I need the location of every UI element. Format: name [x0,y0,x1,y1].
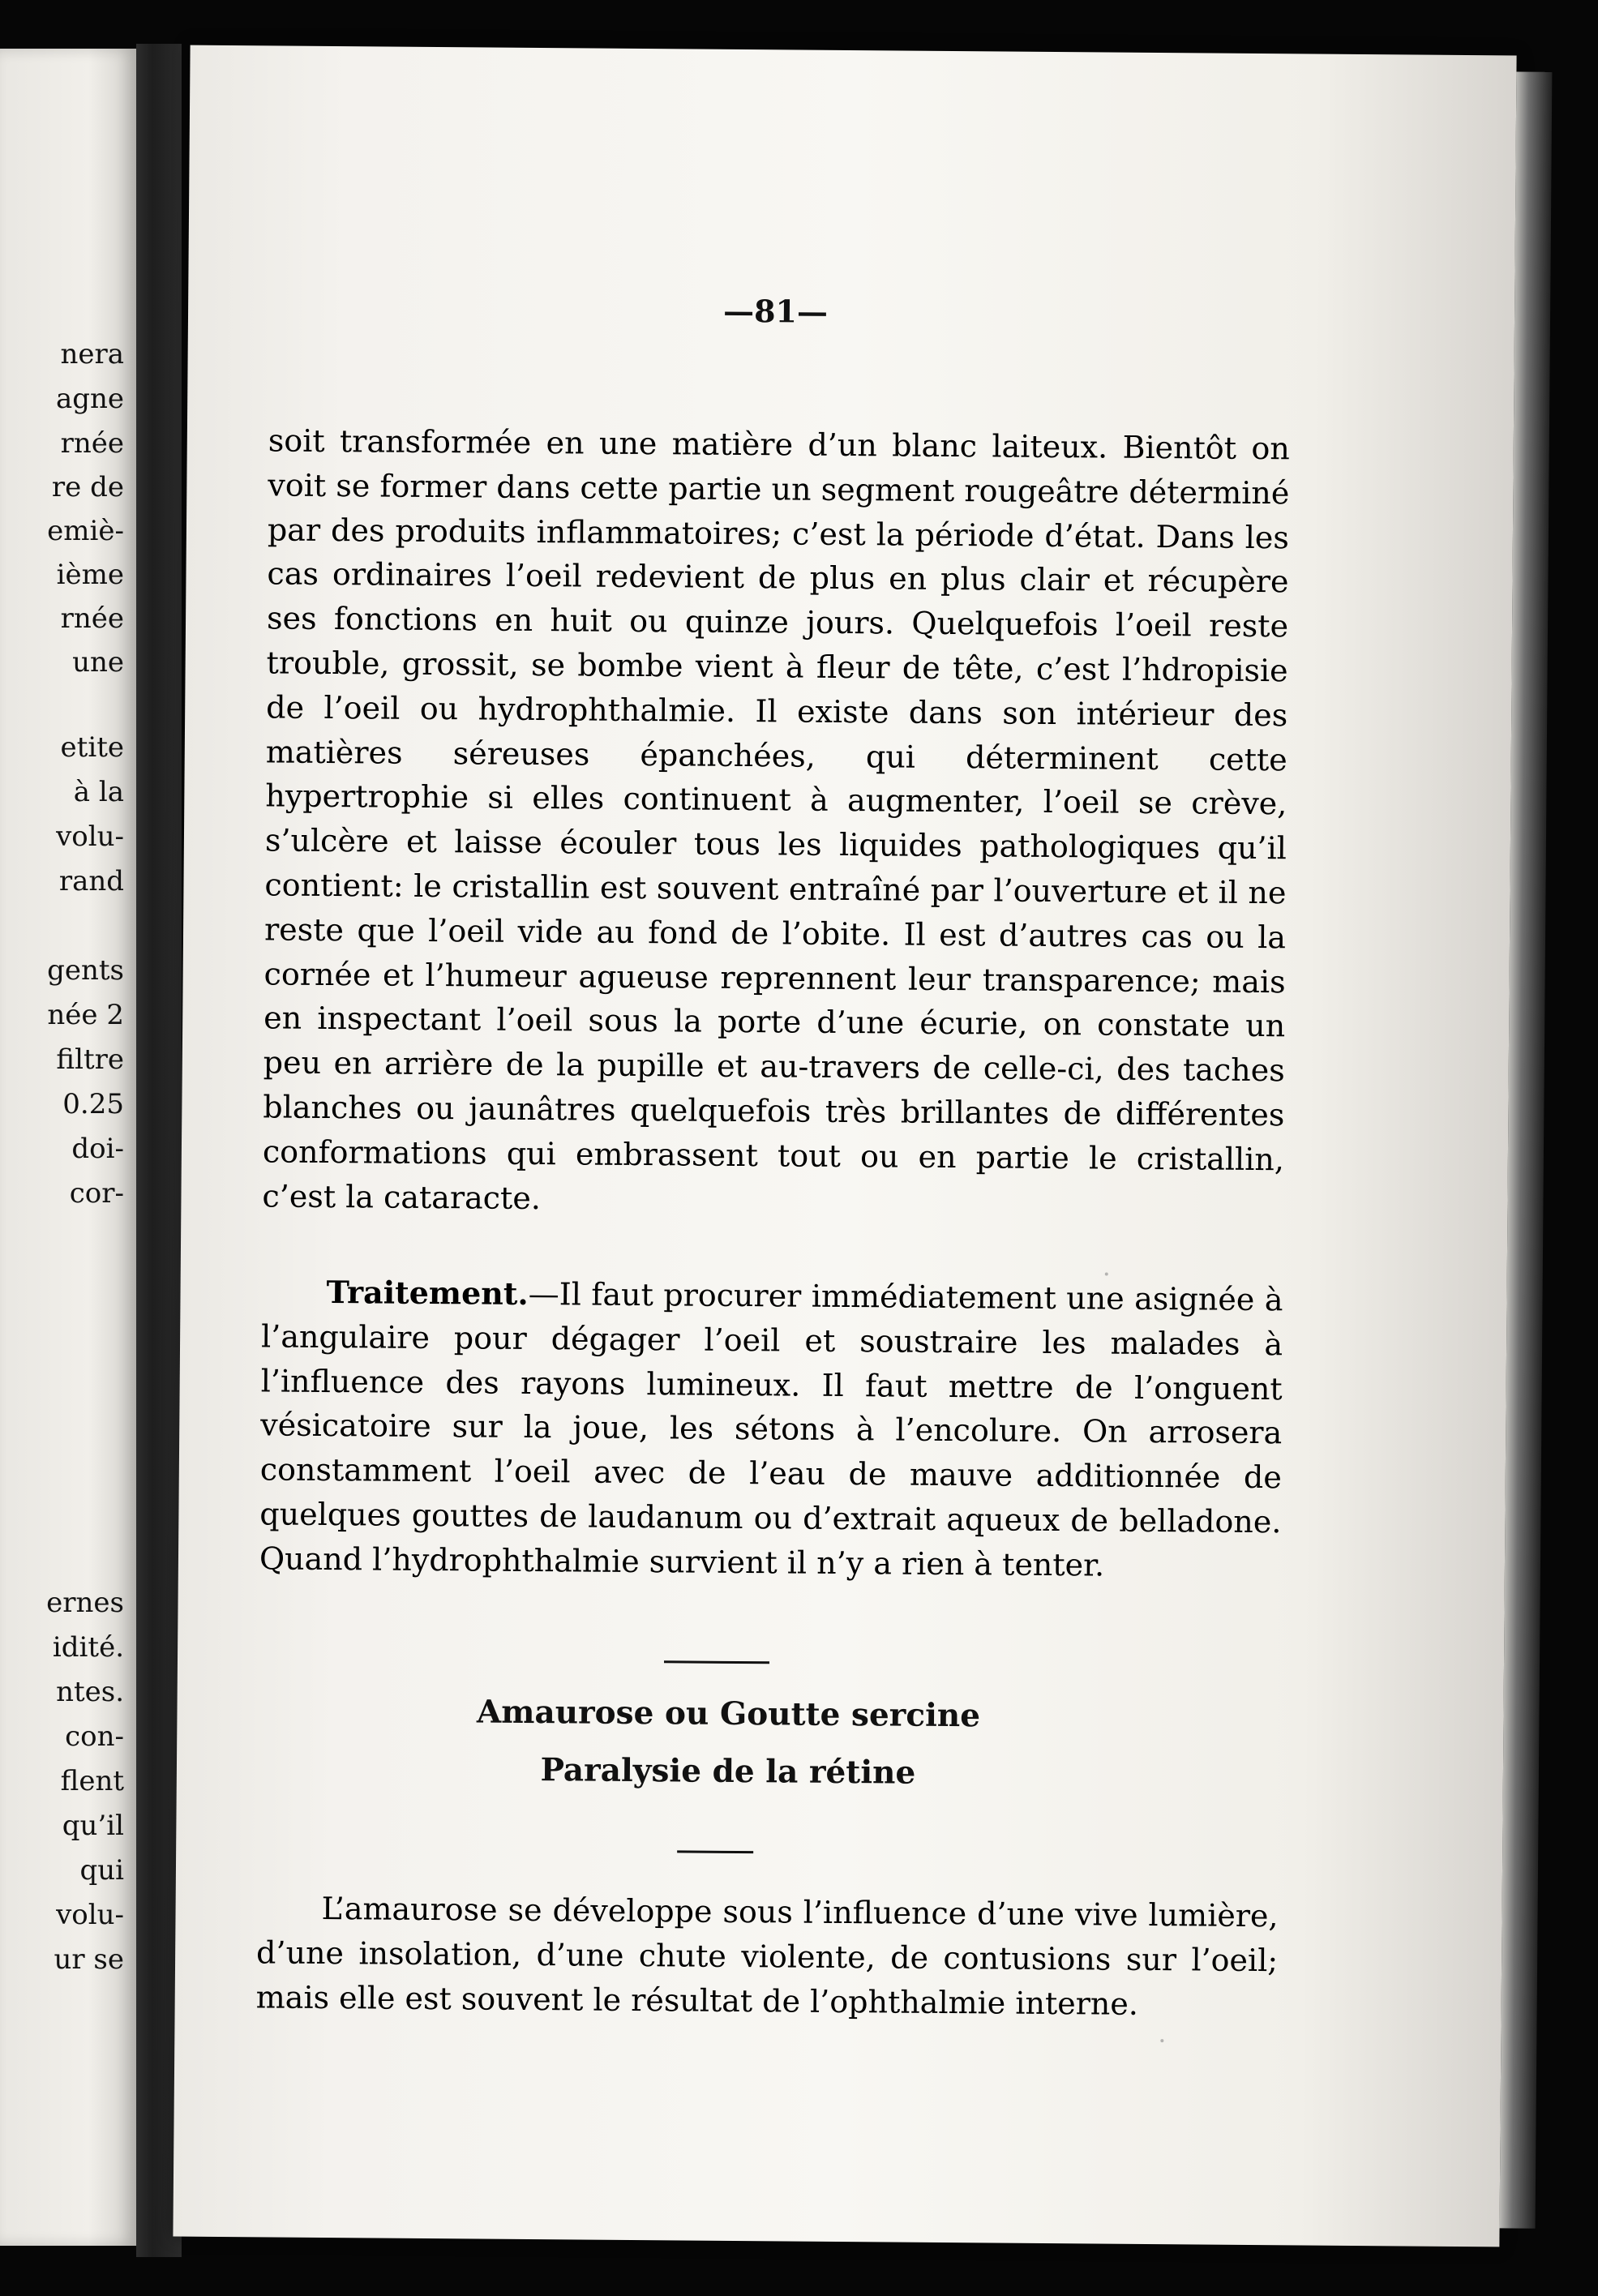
left-fragment: rand [58,865,124,897]
left-fragment: emiè- [47,515,124,547]
treatment-label: Traitement. [326,1273,529,1312]
left-fragment: agne [55,383,124,415]
paragraph-indent [261,1302,326,1303]
left-fragment: ntes. [56,1676,124,1708]
left-fragment: née 2 [47,999,124,1031]
paragraph-treatment [259,1270,1283,1588]
treatment-text: —Il faut procurer immédiatement une asignée à l’angulaire pour dégager l’oeil et soustraire les malades à l’influence des rayons lumineux. Il faut mettre de l’onguent vésicatoire sur la joue, les sétons à l’encolure. On arrosera constamment l’oeil avec de l’eau de mauve additionnée de quelques gouttes de laudanum ou d’extrait aqueux de belladone. Quand l’hydrophthalmie survient il n’y a rien à tenter. [259,1275,1283,1583]
left-fragment: con- [65,1720,124,1753]
scan-dust-mark [1160,2039,1163,2042]
left-fragment: nera [60,338,124,371]
left-fragment: etite [60,731,124,764]
left-fragment: re de [51,471,124,503]
section-heading-main: Amaurose ou Goutte sercine [476,1693,981,1735]
paragraph-indent [256,1918,321,1919]
left-fragment: rnée [60,602,124,635]
left-fragment: volu- [56,820,124,853]
section-heading-sub: Paralysie de la rétine [540,1751,916,1792]
document-page [173,45,1516,2247]
left-page-margin [0,49,136,2246]
left-fragment: ur se [54,1943,124,1976]
left-fragment: doi- [71,1133,124,1165]
left-fragment: qui [79,1854,124,1887]
left-fragment: rnée [60,427,124,460]
left-fragment: gents [47,954,124,987]
left-fragment: ième [56,559,124,591]
scan-dust-mark [1105,1273,1108,1276]
left-fragment: ernes [46,1587,124,1619]
paragraph-first: soit transformée en une matière d’un blanc laiteux. Bientôt on voit se former dans cette partie un segment rougeâtre déterminé par des produits inflammatoires; c’est la période d’état. Dans les cas ordinaires l’oeil redevient de plus en plus clair et récupère ses fonctions en huit ou quinze jours. Quelquefois l’oeil reste trouble, grossit, se bombe vient à fleur de tête, c’est l’hdropisie de l’oeil ou hydrophthalmie. Il existe dans son intérieur des matières séreuses épanchées, qui déterminent cette hypertrophie si elles continuent à augmenter, l’oeil se crève, s’ulcère et laisse écouler tous les liquides pathologiques qu’il contient: le cristallin est souvent entraîné par l’ouverture et il ne reste que l’oeil vide au fond de l’obite. Il est d’autres cas ou la cornée et l’humeur agueuse reprennent leur transparence; mais en inspectant l’oeil sous la porte d’une écurie, on constate un peu en arrière de la pupille et au-travers de celle-ci, des taches blanches ou jaunâtres quelquefois très brillantes de différentes conformations qui embrassent tout ou en partie le cristallin, c’est la cataracte. [262,422,1290,1216]
section-rule-bottom [677,1850,753,1853]
left-fragment: 0.25 [62,1088,124,1120]
left-fragment: qu’il [62,1810,124,1842]
page-number: —81— [722,292,829,330]
left-fragment: à la [73,776,124,808]
left-fragment: flent [60,1765,124,1797]
left-fragment: idité. [52,1631,124,1664]
amaurose-text: L’amaurose se développe sous l’influence d’une vive lumière, d’une insolation, d’une chute violente, de contusions sur l’oeil; mais elle est souvent le résultat de l’ophthalmie interne. [255,1890,1279,2022]
left-fragment: filtre [56,1043,124,1076]
left-fragment: volu- [56,1899,124,1931]
left-fragment: cor- [69,1177,124,1210]
left-fragment: une [72,646,124,679]
section-rule-top [664,1660,769,1664]
left-page-text-fragments [0,49,136,2246]
paragraph-amaurose [256,1886,1279,2027]
